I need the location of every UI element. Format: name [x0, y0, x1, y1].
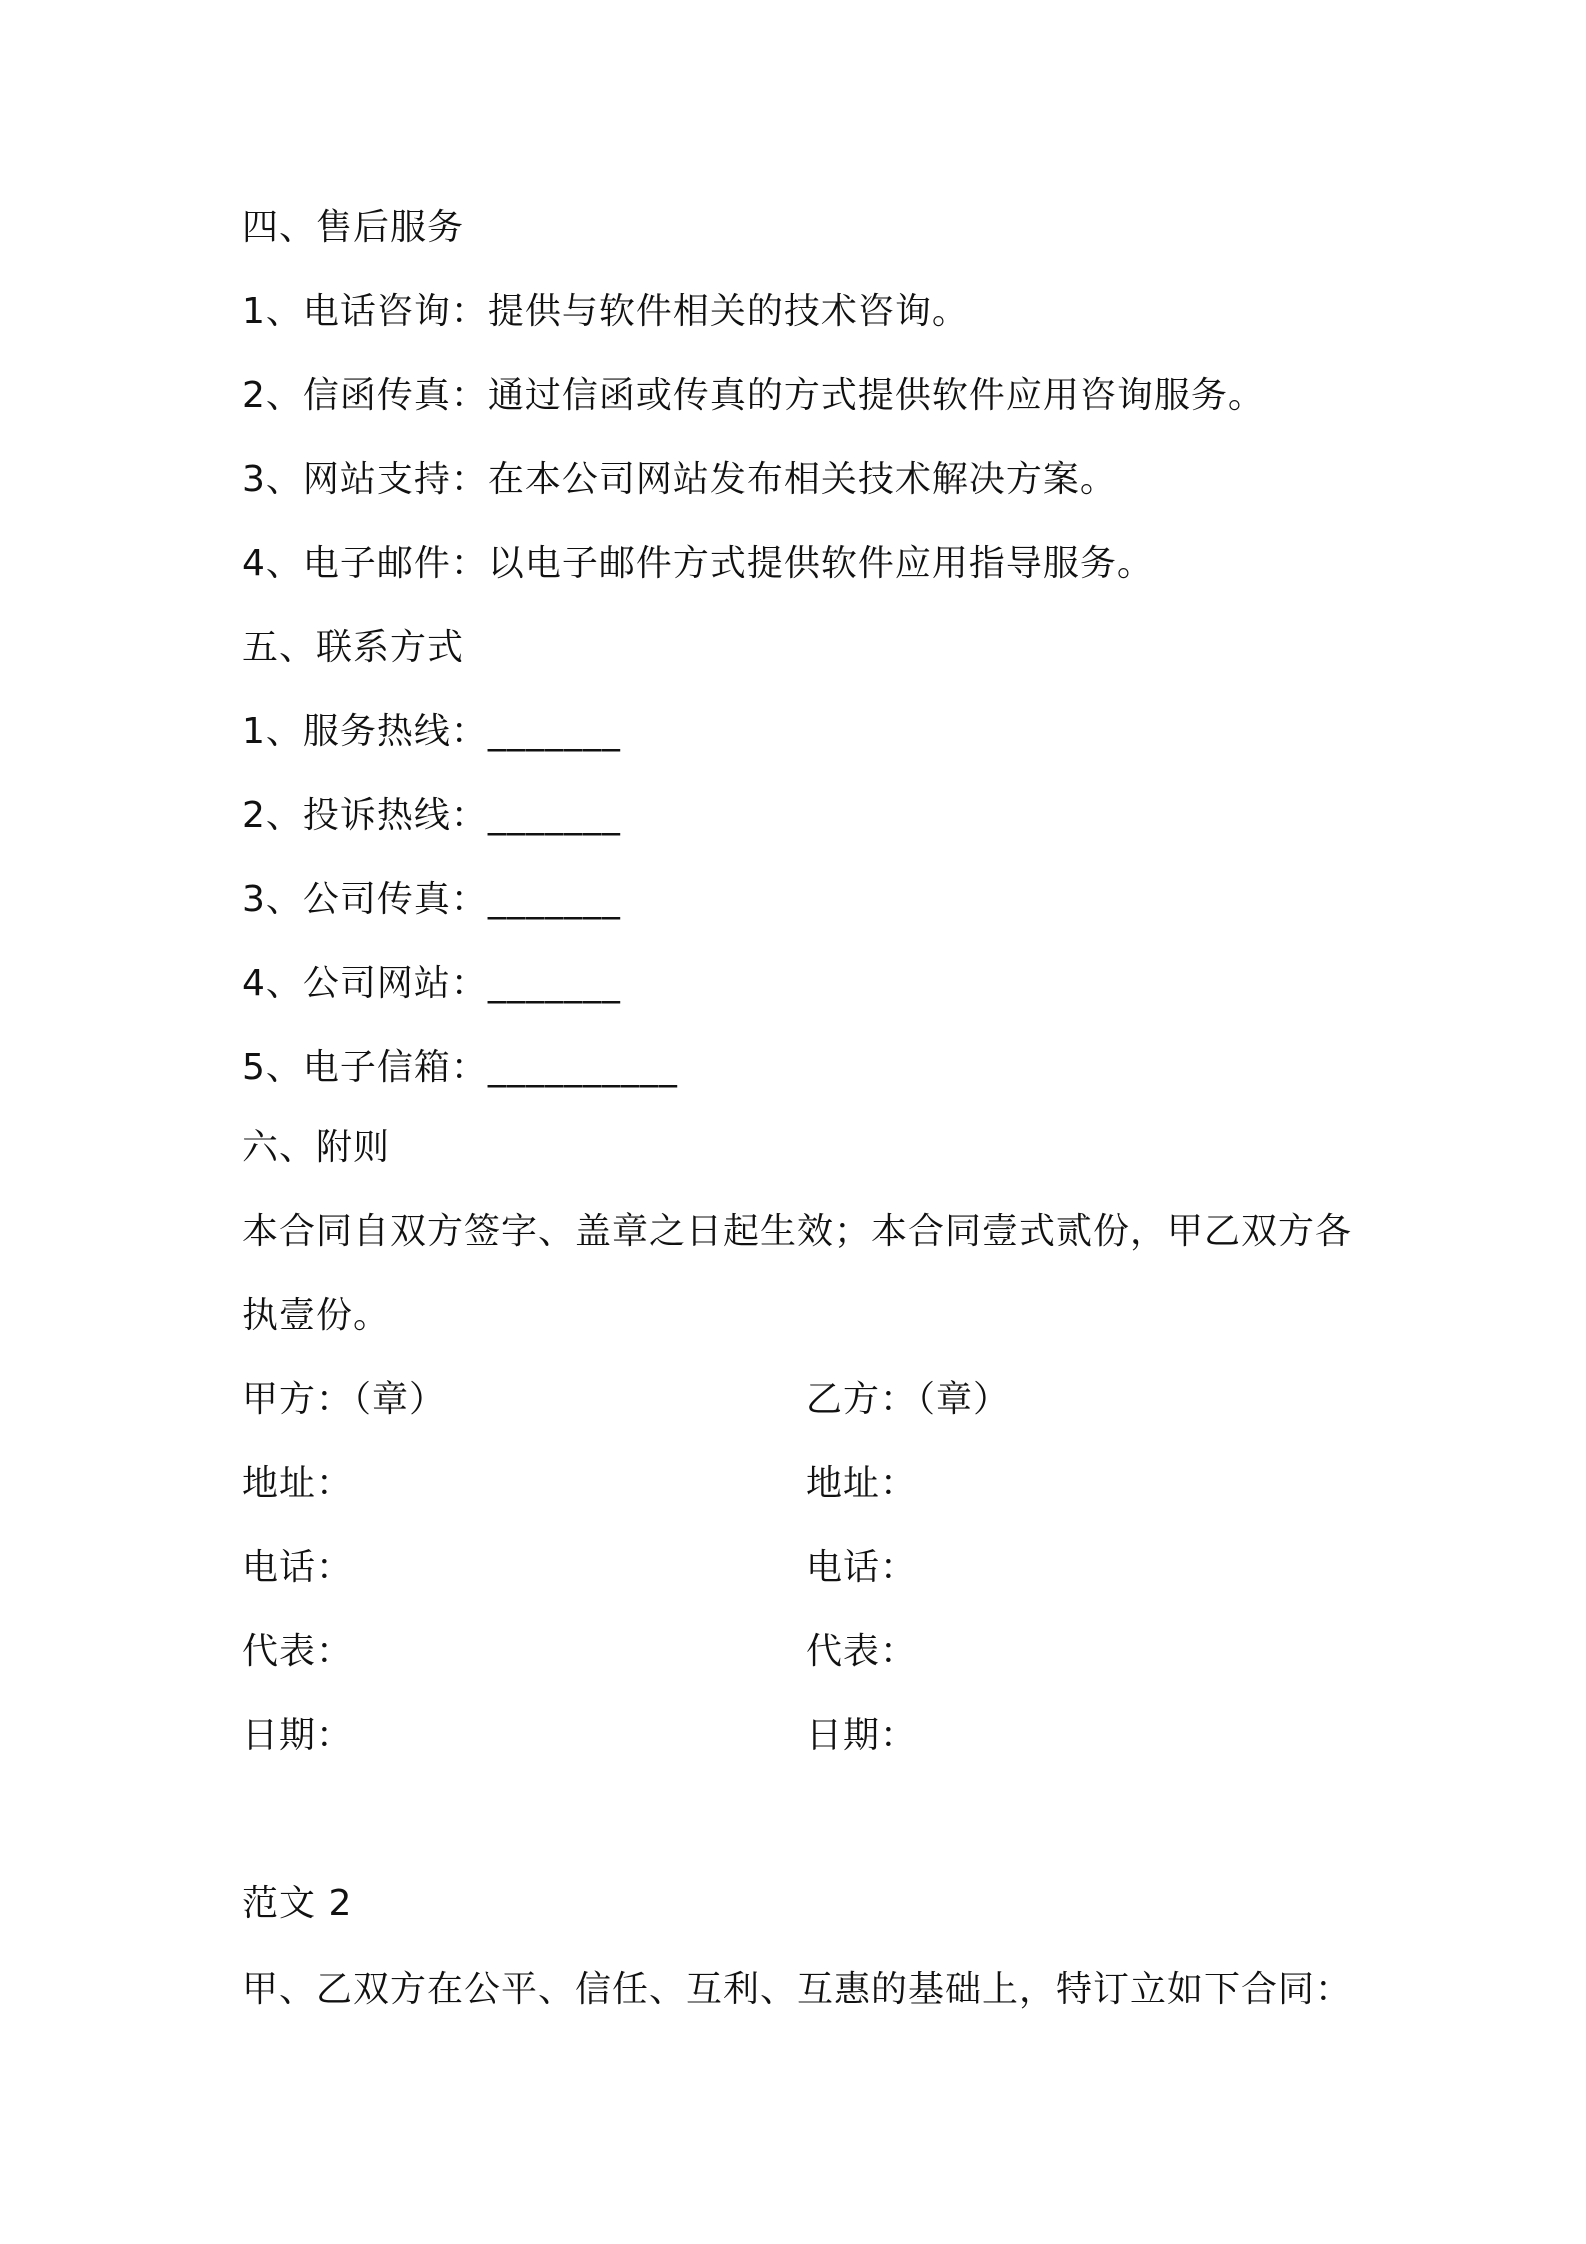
contact-row-service-hotline	[242, 708, 621, 756]
list-item: 3、网站支持：在本公司网站发布相关技术解决方案。	[242, 459, 1117, 500]
party-b-address: 地址：	[806, 1463, 918, 1504]
contact-row-company-website	[242, 960, 621, 1008]
list-item: 2、信函传真：通过信函或传真的方式提供软件应用咨询服务。	[242, 375, 1265, 416]
sample-2-heading: 范文 2	[242, 1883, 353, 1924]
contact-label: 1、服务热线：	[242, 711, 488, 752]
contact-blank: __________	[487, 1047, 678, 1088]
sample-2-intro: 甲、乙双方在公平、信任、互利、互惠的基础上，特订立如下合同：	[242, 1969, 1353, 2010]
appendix-paragraph-line-2: 执壹份。	[242, 1295, 391, 1336]
contact-label: 4、公司网站：	[242, 963, 488, 1004]
contact-blank: _______	[487, 795, 621, 836]
party-a-representative: 代表：	[242, 1631, 354, 1672]
contact-row-complaint-hotline	[242, 792, 621, 840]
contact-row-company-fax	[242, 876, 621, 924]
appendix-paragraph-line-1: 本合同自双方签字、盖章之日起生效；本合同壹式贰份，甲乙双方各	[242, 1211, 1353, 1252]
party-b-phone: 电话：	[806, 1547, 918, 1588]
party-a-address: 地址：	[242, 1463, 354, 1504]
party-b-representative: 代表：	[806, 1631, 918, 1672]
contact-label: 5、电子信箱：	[242, 1047, 488, 1088]
section-heading-after-sales: 四、售后服务	[242, 207, 465, 248]
contact-label: 3、公司传真：	[242, 879, 488, 920]
contact-label: 2、投诉热线：	[242, 795, 488, 836]
section-heading-appendix: 六、附则	[242, 1127, 391, 1168]
contact-blank: _______	[487, 711, 621, 752]
contact-row-email	[242, 1044, 678, 1092]
party-a-date: 日期：	[242, 1715, 354, 1756]
list-item: 4、电子邮件：以电子邮件方式提供软件应用指导服务。	[242, 543, 1154, 584]
party-a-title: 甲方：（章）	[242, 1379, 447, 1420]
party-b-date: 日期：	[806, 1715, 918, 1756]
party-b-title: 乙方：（章）	[806, 1379, 1011, 1420]
section-heading-contact: 五、联系方式	[242, 627, 465, 668]
list-item: 1、电话咨询：提供与软件相关的技术咨询。	[242, 291, 969, 332]
contact-blank: _______	[487, 963, 621, 1004]
contact-blank: _______	[487, 879, 621, 920]
party-a-phone: 电话：	[242, 1547, 354, 1588]
